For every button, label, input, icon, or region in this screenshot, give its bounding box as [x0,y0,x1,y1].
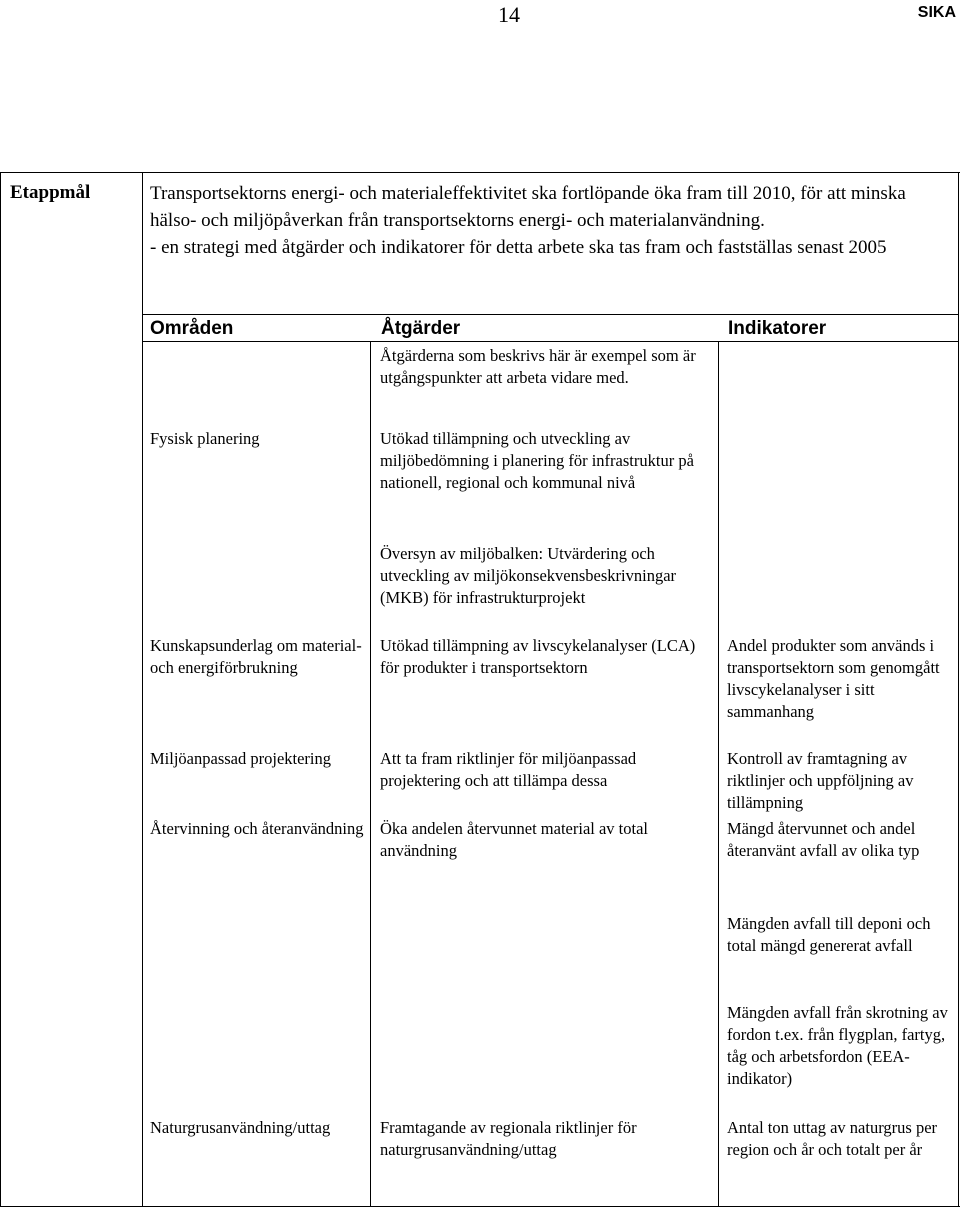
header-atgarder: Åtgärder [381,318,461,339]
page-number: 14 [498,2,520,27]
etappmal-label: Etappmål [10,182,91,203]
action-riktlinjer: Att ta fram riktlinjer för miljöanpassad projektering och att tillämpa dessa [380,749,637,790]
indicator-andel-produkter: Andel produkter som används i transportsektorn som genomgått livscykelanalyser i sitt sammanhang [727,636,940,721]
header-row-divider [142,341,959,342]
indicator-avfall-deponi: Mängden avfall till deponi och total mängd genererat avfall [727,914,931,955]
area-column-divider [370,341,371,1207]
goal-row-divider [142,314,959,315]
header-omraden: Områden [150,318,234,339]
table-bottom-border [0,1206,960,1207]
table-right-border [958,172,959,1207]
indicator-mangd-atervunnet: Mängd återvunnet och andel återanvänt avfall av olika typ [727,819,920,860]
goal-text: Transportsektorns energi- och materialeffektivitet ska fortlöpande öka fram till 2010, för att minska hälso- och miljöpåverkan från transportsektorns energi- och materialanvändning. [150,183,906,231]
area-kunskapsunderlag: Kunskapsunderlag om material- och energiförbrukning [150,636,362,677]
action-column-divider [718,341,719,1207]
indicator-kontroll: Kontroll av framtagning av riktlinjer och uppföljning av tillämpning [727,749,914,812]
action-miljobedomning: Utökad tillämpning och utveckling av miljöbedömning i planering för infrastruktur på nationell, regional och kommunal nivå [380,429,694,492]
header-logo-text: SIKA [917,4,956,21]
intro-note: Åtgärderna som beskrivs här är exempel som är utgångspunkter att arbeta vidare med. [380,346,696,387]
area-atervinning: Återvinning och återanvändning [150,819,364,838]
area-miljoanpassad-projektering: Miljöanpassad projektering [150,749,332,768]
area-naturgrus: Naturgrusanvändning/uttag [150,1118,331,1137]
table-top-border [0,172,960,173]
table-left-border [0,172,1,1207]
action-lca: Utökad tillämpning av livscykelanalyser (LCA) för produkter i transportsektorn [380,636,696,677]
action-atervunnet-material: Öka andelen återvunnet material av total användning [380,819,649,860]
etappmal-goal [150,180,920,261]
area-fysisk-planering: Fysisk planering [150,429,260,448]
header-indikatorer: Indikatorer [728,318,827,339]
etappmal-column-divider [142,172,143,1207]
action-oversyn-miljobalken: Översyn av miljöbalken: Utvärdering och utveckling av miljökonsekvensbeskrivningar (MKB) för infrastrukturprojekt [380,544,677,607]
strategy-text: - en strategi med åtgärder och indikatorer för detta arbete ska tas fram och fastställas senast 2005 [150,237,887,258]
indicator-antal-ton: Antal ton uttag av naturgrus per region och år och totalt per år [727,1118,938,1159]
action-naturgrus-riktlinjer: Framtagande av regionala riktlinjer för naturgrusanvändning/uttag [380,1118,637,1159]
indicator-avfall-skrotning: Mängden avfall från skrotning av fordon t.ex. från flygplan, fartyg, tåg och arbetsfordon (EEA-indikator) [727,1003,948,1088]
